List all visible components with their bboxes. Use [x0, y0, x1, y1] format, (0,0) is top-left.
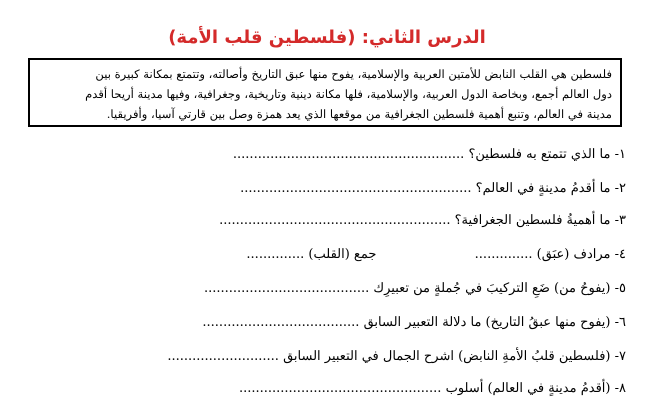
question-8 [28, 380, 626, 398]
question-4 [28, 246, 626, 264]
question-5 [28, 280, 626, 298]
lesson-title: الدرس الثاني: (فلسطين قلب الأمة) [168, 27, 486, 48]
question-text: ٨- (أقدمُ مدينةٍ في العالم) أسلوب [445, 381, 626, 396]
question-text: ٦- (يفوح منها عبقُ التاريخ) ما دلالة التعبير السابق [363, 315, 626, 330]
question-text: ٣- ما أهميةُ فلسطين الجغرافية؟ [454, 213, 626, 228]
answer-line: ........................................................ [232, 147, 465, 162]
question-3 [28, 212, 626, 230]
answer-line: ........................................ [203, 281, 370, 296]
answer-line: ........................................................ [219, 213, 451, 228]
question-text: ٥- (يفوحُ من) ضَعِ التركيبَ في جُملةٍ من تعبيرِك [373, 281, 626, 296]
answer-line: ...................................... [202, 315, 360, 330]
question-7 [28, 348, 626, 366]
question-text: ٤- مرادف (عبَق) [536, 247, 626, 262]
question-6 [28, 314, 626, 332]
answer-line: ........................... [167, 349, 279, 364]
answer-line: .............. [474, 247, 533, 262]
passage-line: دول العالم أجمع، وبخاصة الدول العربية، والإسلامية، فلها مكانة دينية وتاريخية، وجغرافية، وفيها مدينة أريحا أقدم [85, 87, 612, 101]
question-text: ٧- (فلسطين قلبُ الأمةِ النابض) اشرح الجمال في التعبير السابق [283, 349, 626, 364]
passage-line: فلسطين هي القلب النابض للأمتين العربية والإسلامية، يفوح منها عبق التاريخ وأصالته، وتتمتع بمكانة كبيرة بين [95, 67, 612, 81]
question-2 [28, 180, 626, 198]
answer-line-2: .............. [246, 247, 305, 262]
question-text: ١- ما الذي تتمتع به فلسطين؟ [468, 147, 626, 162]
answer-line: ................................................. [238, 381, 442, 396]
passage-line: مدينة في العالم، وتنبع أهمية فلسطين الجغرافية من موقعها الذي يعد همزة وصل بين قارتي آسيا، وأفريقيا. [106, 107, 612, 121]
question-text-2: جمع (القلب) [308, 247, 377, 262]
answer-line: ........................................................ [240, 181, 472, 196]
question-text: ٢- ما أقدمُ مدينةٍ في العالم؟ [475, 181, 626, 196]
passage-box [28, 58, 622, 127]
question-1 [28, 146, 626, 164]
